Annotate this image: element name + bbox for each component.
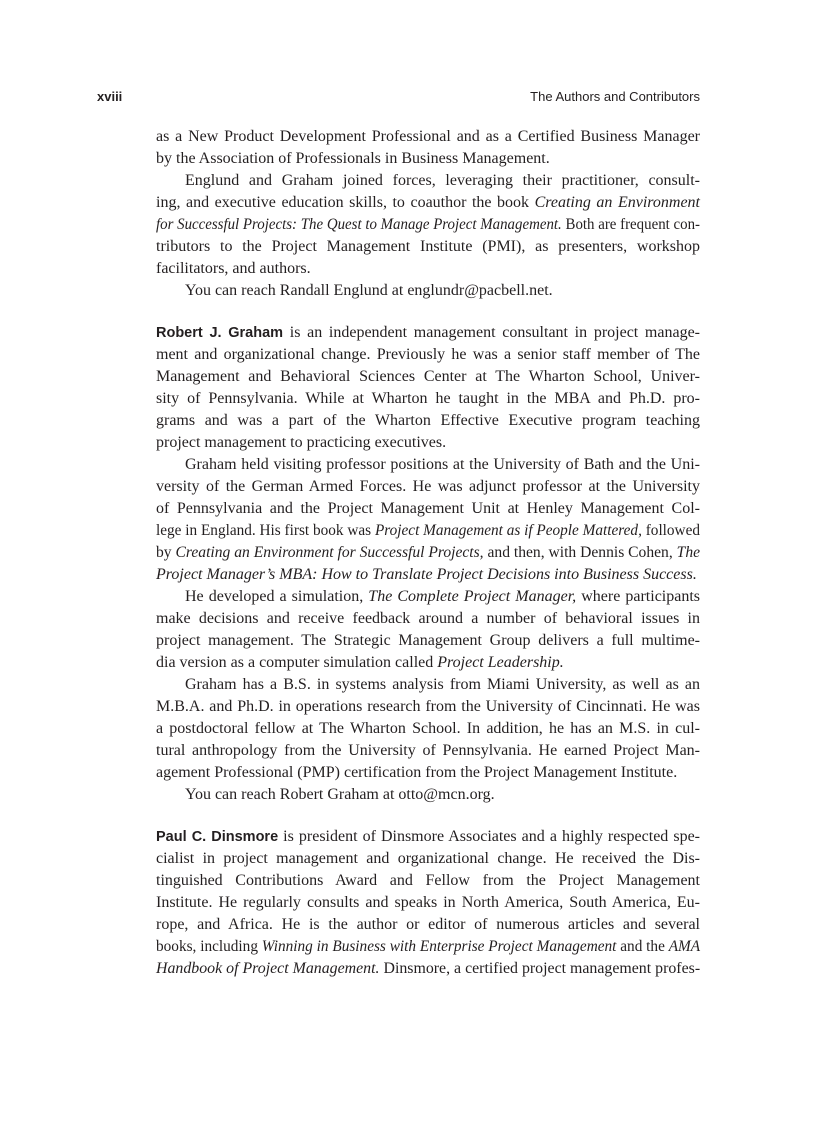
- text-line: [156, 848, 700, 870]
- paragraph: [156, 170, 700, 280]
- text-run: and then, with Dennis Cohen,: [483, 544, 677, 561]
- text-line: [156, 740, 700, 762]
- text-run: sity of Pennsylvania. While at Wharton he taught in the MBA and Ph.D. pro-: [156, 390, 700, 407]
- text-run: He developed a simulation,: [185, 588, 369, 605]
- text-line: [156, 126, 700, 148]
- text-run: Englund and Graham joined forces, leveraging their practitioner, consult-: [185, 172, 700, 189]
- text-run: facilitators, and authors.: [156, 260, 311, 277]
- text-run: books, including: [156, 938, 262, 955]
- paragraph: [156, 784, 700, 806]
- author-bio-section: [156, 322, 700, 806]
- text-line: [156, 958, 700, 980]
- text-line: [156, 280, 700, 302]
- text-run: ing, and executive education skills, to coauthor the book: [156, 194, 535, 211]
- author-bio-section: [156, 826, 700, 980]
- text-run: rope, and Africa. He is the author or editor of numerous articles and several: [156, 916, 700, 933]
- author-name: Robert J. Graham: [156, 325, 284, 341]
- book-title: Project Leadership.: [437, 654, 564, 671]
- text-run: where participants: [576, 588, 701, 605]
- text-line: [156, 410, 700, 432]
- text-run: tinguished Contributions Award and Fellow from the Project Management: [156, 872, 700, 889]
- text-run: make decisions and receive feedback around a number of behavioral issues in: [156, 610, 700, 627]
- text-run: lege in England. His first book was: [156, 522, 375, 539]
- text-line: [156, 322, 700, 344]
- text-run: and the: [616, 938, 669, 955]
- text-run: cialist in project management and organizational change. He received the Dis-: [156, 850, 700, 867]
- text-run: Management and Behavioral Sciences Center at The Wharton School, Univer-: [156, 368, 700, 385]
- author-name: Paul C. Dinsmore: [156, 829, 279, 845]
- text-run: Graham has a B.S. in systems analysis from Miami University, as well as an: [185, 676, 700, 693]
- text-run: Graham held visiting professor positions at the University of Bath and the Uni-: [185, 456, 700, 473]
- running-header: The Authors and Contributors: [530, 89, 700, 104]
- text-run: Institute. He regularly consults and speaks in North America, South America, Eu-: [156, 894, 700, 911]
- text-run: is an independent management consultant in project manage-: [283, 324, 701, 341]
- text-line: [156, 454, 700, 476]
- text-run: project management to practicing executives.: [156, 434, 447, 451]
- paragraph: [156, 322, 700, 454]
- text-line: [156, 498, 700, 520]
- book-title: The: [676, 544, 701, 561]
- text-line: [156, 192, 700, 214]
- text-run: grams and was a part of the Wharton Effective Executive program teaching: [156, 412, 700, 429]
- text-line: [156, 762, 700, 784]
- paragraph: [156, 454, 700, 586]
- text-line: [156, 236, 700, 258]
- text-run: is president of Dinsmore Associates and a highly respected spe-: [278, 828, 700, 845]
- text-line: [156, 586, 700, 608]
- text-line: [156, 476, 700, 498]
- text-run: as a New Product Development Professional and as a Certified Business Manager: [156, 128, 700, 145]
- text-line: [156, 936, 700, 958]
- text-run: Dinsmore, a certified project management profes-: [379, 960, 701, 977]
- text-run: by: [156, 544, 176, 561]
- book-title: Handbook of Project Management.: [156, 960, 380, 977]
- text-run: ment and organizational change. Previously he was a senior staff member of The: [156, 346, 700, 363]
- text-run: You can reach Randall Englund at englundr@pacbell.net.: [185, 282, 553, 299]
- text-line: [156, 258, 700, 280]
- text-run: versity of the German Armed Forces. He was adjunct professor at the University: [156, 478, 700, 495]
- text-line: [156, 630, 700, 652]
- text-line: [156, 892, 700, 914]
- text-line: [156, 870, 700, 892]
- text-line: [156, 718, 700, 740]
- book-title: for Successful Projects: The Quest to Manage Project Management.: [156, 216, 562, 233]
- text-run: Both are frequent con-: [561, 216, 700, 233]
- text-run: You can reach Robert Graham at otto@mcn.org.: [185, 786, 495, 803]
- book-title: Project Management as if People Mattered,: [374, 522, 642, 539]
- text-run: agement Professional (PMP) certification from the Project Management Institute.: [156, 764, 678, 781]
- text-line: [156, 520, 700, 542]
- book-title: Creating an Environment for Successful Projects,: [175, 544, 484, 561]
- text-line: [156, 826, 700, 848]
- book-title: Project Manager’s MBA: How to Translate Project Decisions into Business Success.: [156, 566, 697, 583]
- text-line: [156, 344, 700, 366]
- text-run: a postdoctoral fellow at The Wharton School. In addition, he has an M.S. in cul-: [156, 720, 700, 737]
- paragraph: [156, 586, 700, 674]
- text-line: [156, 674, 700, 696]
- book-title: The Complete Project Manager,: [368, 588, 577, 605]
- text-run: tural anthropology from the University of Pennsylvania. He earned Project Man-: [156, 742, 700, 759]
- book-title: Winning in Business with Enterprise Project Management: [261, 938, 617, 955]
- text-line: [156, 388, 700, 410]
- text-line: [156, 366, 700, 388]
- book-title: AMA: [668, 938, 701, 955]
- text-line: [156, 784, 700, 806]
- page-body: [156, 126, 700, 1000]
- text-run: dia version as a computer simulation called: [156, 654, 438, 671]
- text-line: [156, 696, 700, 718]
- paragraph: [156, 674, 700, 784]
- text-run: by the Association of Professionals in Business Management.: [156, 150, 550, 167]
- text-line: [156, 564, 700, 586]
- text-line: [156, 914, 700, 936]
- text-line: [156, 608, 700, 630]
- text-run: project management. The Strategic Management Group delivers a full multime-: [156, 632, 700, 649]
- text-line: [156, 170, 700, 192]
- text-run: tributors to the Project Management Institute (PMI), as presenters, workshop: [156, 238, 700, 255]
- text-line: [156, 432, 700, 454]
- text-line: [156, 652, 700, 674]
- paragraph: [156, 826, 700, 980]
- book-title: Creating an Environment: [534, 194, 700, 211]
- text-line: [156, 542, 700, 564]
- text-run: followed: [641, 522, 700, 539]
- text-line: [156, 148, 700, 170]
- paragraph: [156, 126, 700, 170]
- paragraph: [156, 280, 700, 302]
- author-bio-section: [156, 126, 700, 302]
- text-run: of Pennsylvania and the Project Management Unit at Henley Management Col-: [156, 500, 700, 517]
- text-line: [156, 214, 700, 236]
- page-number: xviii: [97, 89, 123, 104]
- text-run: M.B.A. and Ph.D. in operations research from the University of Cincinnati. He was: [156, 698, 700, 715]
